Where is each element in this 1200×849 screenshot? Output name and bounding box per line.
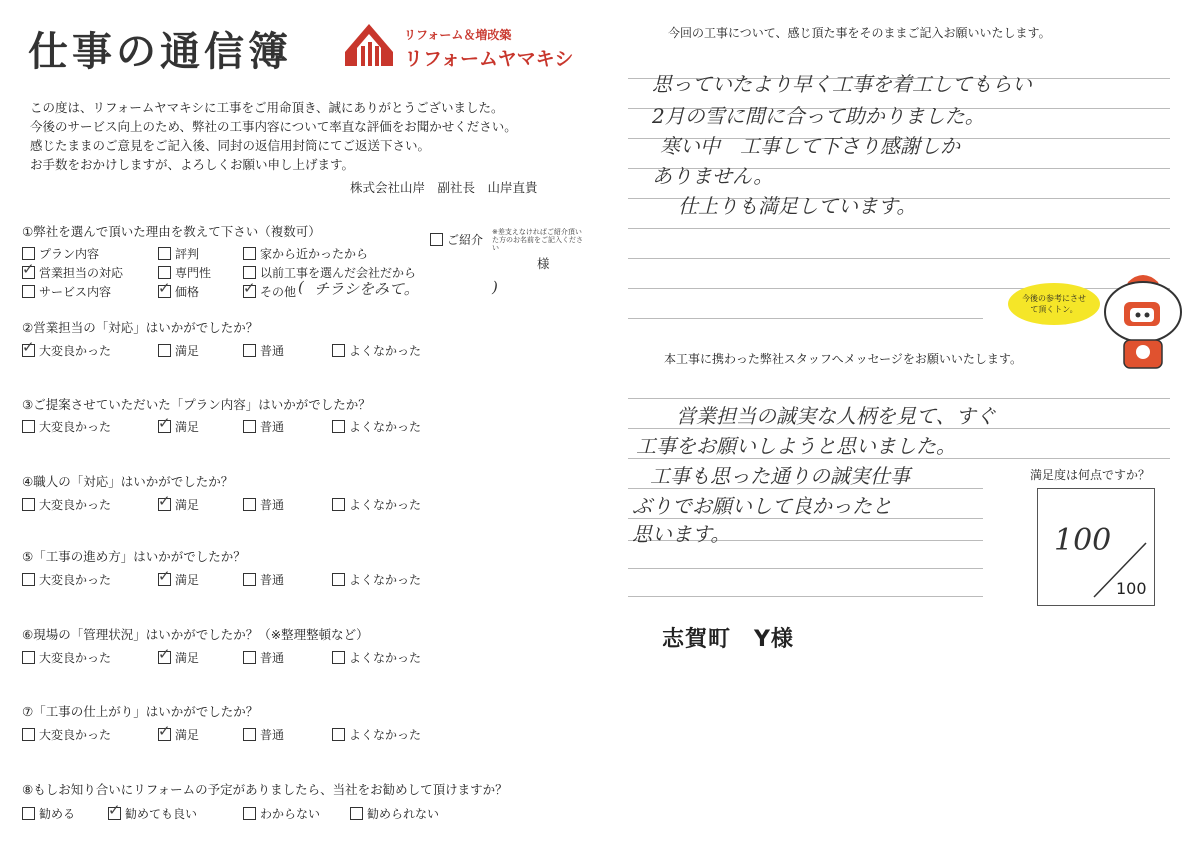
checkbox[interactable] (332, 498, 345, 511)
paren-open: ( (298, 278, 304, 296)
q1-option-plan[interactable]: プラン内容 (22, 245, 99, 262)
q1-option-previous[interactable]: 以前工事を選んだ会社だから (243, 264, 416, 281)
checkbox[interactable] (243, 651, 256, 664)
intro-text (30, 98, 517, 174)
signature: 株式会社山岸 副社長 山岸直貴 (350, 180, 538, 195)
intro-line: 感じたままのご意見をご記入後、同封の返信用封筒にてご返送下さい。 (30, 138, 431, 153)
q2-option-very-good[interactable]: ✓ 大変良かった (22, 342, 111, 359)
q1-other-handwritten: チラシをみて。 (314, 280, 419, 298)
impression-line: 仕上りも満足しています。 (678, 194, 917, 218)
q6-option-satisfied[interactable]: ✓ 満足 (158, 649, 199, 666)
staff-message-line: ぶりでお願いして良かったと (632, 494, 892, 518)
checkbox[interactable] (243, 266, 256, 279)
q4-option-satisfied[interactable]: ✓ 満足 (158, 496, 199, 513)
customer-name: 志賀町 Y様 (662, 627, 794, 652)
impression-line: 寒い中 工事して下さり感謝しか (660, 134, 960, 158)
score-box (1037, 488, 1155, 606)
checkbox[interactable] (332, 420, 345, 433)
checkbox[interactable] (158, 247, 171, 260)
mascot-bubble-text: 今後の参考にさせて頂くトン。 (1022, 294, 1086, 314)
question-3-label: ③ご提案させていただいた「プラン内容」はいかがでしたか？ (22, 397, 371, 412)
q7-option-very-good[interactable]: 大変良かった (22, 726, 111, 743)
score-max: 100 (1116, 579, 1147, 598)
impression-line: 思っていたより早く工事を着工してもらい (652, 72, 1032, 96)
q3-option-very-good[interactable]: 大変良かった (22, 418, 111, 435)
question-4-label: ④職人の「対応」はいかがでしたか？ (22, 474, 234, 489)
question-1-label: ①弊社を選んで頂いた理由を教えて下さい（複数可） (22, 224, 321, 239)
checkbox-checked[interactable] (158, 728, 171, 741)
checkbox[interactable] (243, 247, 256, 260)
q1-option-referral[interactable]: ご紹介 (430, 231, 483, 248)
q1-option-other[interactable]: ✓ その他 (243, 283, 296, 300)
logo-name: リフォームヤマキシ (404, 48, 574, 70)
question-8-label: ⑧もしお知り合いにリフォームの予定がありましたら、当社をお勧めして頂けますか？ (22, 782, 508, 797)
house-logo-icon (343, 22, 395, 68)
intro-line: この度は、リフォームヤマキシに工事をご用命頂き、誠にありがとうございました。 (30, 100, 504, 115)
checkbox[interactable] (22, 573, 35, 586)
pig-mascot-icon (1098, 268, 1188, 374)
q5-option-normal[interactable]: 普通 (243, 571, 284, 588)
q2-option-bad[interactable]: よくなかった (332, 342, 421, 359)
page-title: 仕事の通信簿 (28, 29, 292, 75)
intro-line: お手数をおかけしますが、よろしくお願い申し上げます。 (30, 157, 355, 172)
checkbox-checked[interactable] (108, 807, 121, 820)
q5-option-very-good[interactable]: 大変良かった (22, 571, 111, 588)
checkbox[interactable] (332, 728, 345, 741)
q3-option-bad[interactable]: よくなかった (332, 418, 421, 435)
staff-message-heading: 本工事に携わった弊社スタッフへメッセージをお願いいたします。 (664, 352, 1022, 366)
staff-message-line: 営業担当の誠実な人柄を見て、すぐ (676, 404, 996, 428)
score-question: 満足度は何点ですか？ (1030, 468, 1151, 482)
checkbox[interactable] (243, 573, 256, 586)
q5-option-bad[interactable]: よくなかった (332, 571, 421, 588)
question-2-label: ②営業担当の「対応」はいかがでしたか？ (22, 320, 259, 335)
q7-option-normal[interactable]: 普通 (243, 726, 284, 743)
checkbox-checked[interactable] (158, 573, 171, 586)
checkbox[interactable] (332, 344, 345, 357)
checkbox[interactable] (22, 498, 35, 511)
q8-option-unsure[interactable]: わからない (243, 805, 320, 822)
q8-option-recommend[interactable]: 勧める (22, 805, 75, 822)
q6-option-bad[interactable]: よくなかった (332, 649, 421, 666)
question-6-label: ⑥現場の「管理状況」はいかがでしたか？（※整理整頓など） (22, 627, 369, 642)
q2-option-satisfied[interactable]: 満足 (158, 342, 199, 359)
q1-option-sales[interactable]: ✓ 営業担当の対応 (22, 264, 123, 281)
checkbox[interactable] (243, 498, 256, 511)
referral-note: ※差支えなければご紹介頂いた方のお名前をご記入ください (492, 228, 583, 252)
checkbox[interactable] (158, 266, 171, 279)
mascot-speech-bubble (1008, 283, 1100, 325)
checkbox[interactable] (332, 651, 345, 664)
impression-heading: 今回の工事について、感じ頂た事をそのままご記入お願いいたします。 (668, 26, 1051, 40)
q1-option-price[interactable]: ✓ 価格 (158, 283, 199, 300)
checkbox[interactable] (430, 233, 443, 246)
checkbox[interactable] (243, 728, 256, 741)
checkbox[interactable] (243, 344, 256, 357)
checkbox[interactable] (158, 344, 171, 357)
q1-option-service[interactable]: サービス内容 (22, 283, 111, 300)
q6-option-normal[interactable]: 普通 (243, 649, 284, 666)
impression-line: 2月の雪に間に合って助かりました。 (652, 104, 985, 128)
checkbox[interactable] (243, 420, 256, 433)
q6-option-very-good[interactable]: 大変良かった (22, 649, 111, 666)
score-value: 100 (1054, 523, 1112, 558)
checkbox[interactable] (350, 807, 363, 820)
q7-option-bad[interactable]: よくなかった (332, 726, 421, 743)
q1-option-near-home[interactable]: 家から近かったから (243, 245, 368, 262)
q4-option-bad[interactable]: よくなかった (332, 496, 421, 513)
staff-message-line: 工事をお願いしようと思いました。 (636, 434, 956, 458)
q8-option-may-recommend[interactable]: ✓ 勧めても良い (108, 805, 197, 822)
checkbox[interactable] (22, 728, 35, 741)
q7-option-satisfied[interactable]: ✓ 満足 (158, 726, 199, 743)
referral-sama: 様 (537, 256, 550, 271)
impression-line: ありません。 (652, 164, 774, 188)
q8-option-not-recommend[interactable]: 勧められない (350, 805, 439, 822)
checkbox[interactable] (22, 651, 35, 664)
checkbox[interactable] (22, 285, 35, 298)
q3-option-satisfied[interactable]: ✓ 満足 (158, 418, 199, 435)
staff-message-line: 工事も思った通りの誠実仕事 (650, 464, 910, 488)
checkbox[interactable] (243, 807, 256, 820)
question-7-label: ⑦「工事の仕上がり」はいかがでしたか？ (22, 704, 259, 719)
intro-line: 今後のサービス向上のため、弊社の工事内容について率直な評価をお聞かせください。 (30, 119, 517, 134)
staff-message-line: 思います。 (632, 522, 731, 546)
checkbox[interactable] (22, 420, 35, 433)
paren-close: ) (492, 278, 498, 296)
q4-option-normal[interactable]: 普通 (243, 496, 284, 513)
checkbox[interactable] (332, 573, 345, 586)
q1-option-expertise[interactable]: 専門性 (158, 264, 211, 281)
checkbox-checked[interactable] (158, 651, 171, 664)
checkbox[interactable] (22, 247, 35, 260)
checkbox[interactable] (22, 807, 35, 820)
q2-option-normal[interactable]: 普通 (243, 342, 284, 359)
checkbox-checked[interactable] (22, 344, 35, 357)
q3-option-normal[interactable]: 普通 (243, 418, 284, 435)
q4-option-very-good[interactable]: 大変良かった (22, 496, 111, 513)
checkbox-checked[interactable] (243, 285, 256, 298)
checkbox-checked[interactable] (158, 420, 171, 433)
checkbox-checked[interactable] (22, 266, 35, 279)
q1-option-reputation[interactable]: 評判 (158, 245, 199, 262)
checkbox-checked[interactable] (158, 498, 171, 511)
logo-subtitle: リフォーム＆増改築 (404, 28, 512, 42)
q5-option-satisfied[interactable]: ✓ 満足 (158, 571, 199, 588)
checkbox-checked[interactable] (158, 285, 171, 298)
question-5-label: ⑤「工事の進め方」はいかがでしたか？ (22, 549, 246, 564)
